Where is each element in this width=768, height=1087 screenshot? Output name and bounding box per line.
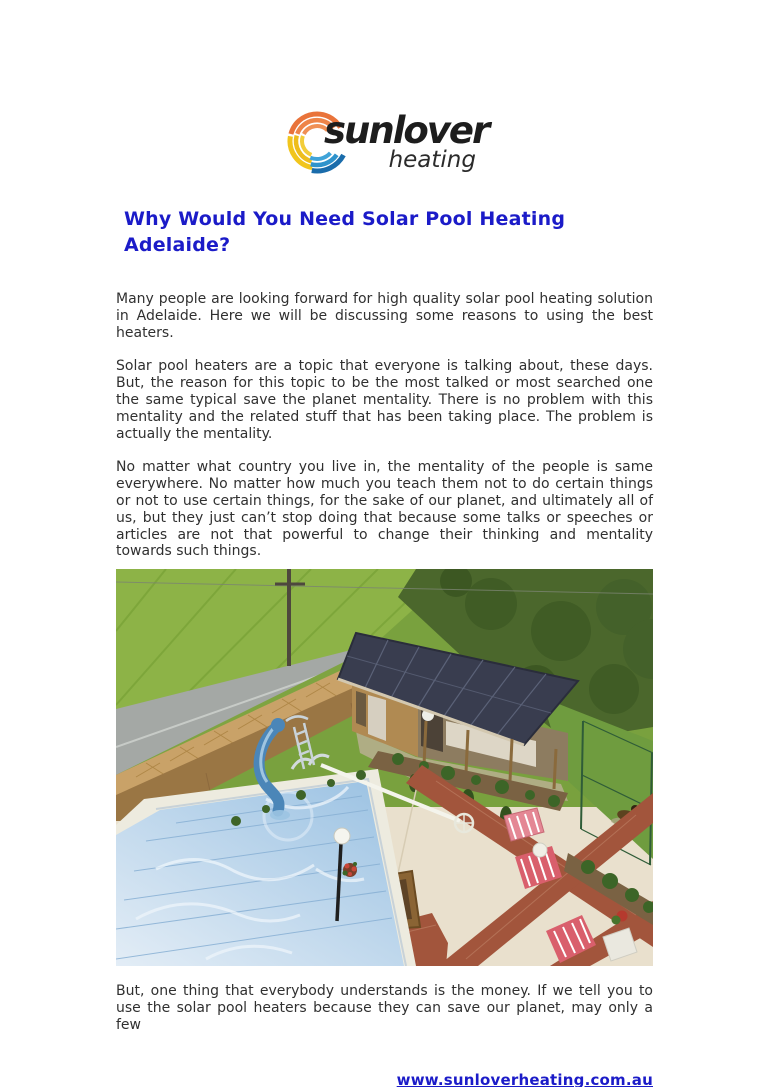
logo-brand-name: sunlover — [324, 109, 489, 152]
body-paragraph-4: But, one thing that everybody understands is the money. If we tell you to use the solar pool heaters because they can save our planet, may only a few — [116, 983, 653, 1033]
page-title: Why Would You Need Solar Pool Heating Adelaide? — [124, 208, 566, 256]
logo-yellow-arcs — [290, 136, 312, 168]
footer — [116, 1070, 653, 1087]
pool-photo-illustration — [116, 569, 653, 966]
logo-brand-sub: heating — [388, 147, 476, 173]
website-link[interactable]: www.sunloverheating.com.au — [396, 1070, 653, 1087]
body-paragraph-1: Many people are looking forward for high quality solar pool heating solution in Adelaide. Here we will be discussing some reasons to using the best heaters. — [116, 291, 653, 341]
logo-wordmark — [324, 102, 500, 172]
body-paragraph-3: No matter what country you live in, the mentality of the people is same everywhere. No matter how much you teach them not to do certain things or not to use certain things, for the sake of our planet, and ultimately all of us, but they just can’t stop doing that because some talks or speeches or articles are not that powerful to change their thinking and mentality towards such things. — [116, 459, 653, 560]
pool-photo — [116, 569, 653, 966]
body-paragraph-2: Solar pool heaters are a topic that everyone is talking about, these days. But, the reason for this topic to be the most talked or most searched one the same typical save the planet mentality. There is no problem with this mentality and the related stuff that has been taking place. The problem is actually the mentality. — [116, 358, 653, 442]
sunlover-logo — [286, 102, 768, 182]
article-column — [116, 206, 653, 1087]
